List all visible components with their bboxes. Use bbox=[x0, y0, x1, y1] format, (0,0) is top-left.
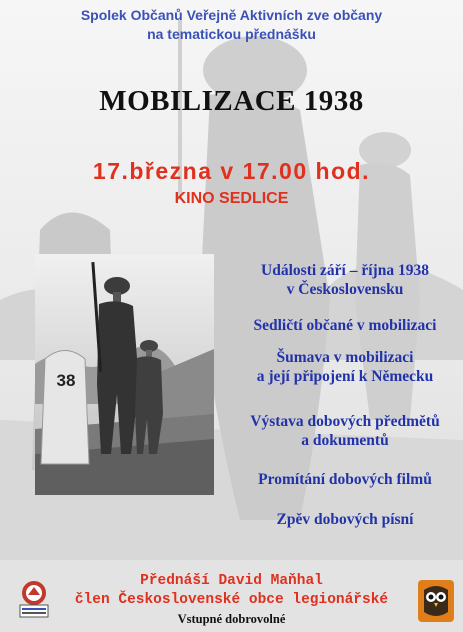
topic-item: Šumava v mobilizaci a její připojení k Německu bbox=[256, 349, 434, 385]
organizer-line-1: Spolek Občanů Veřejně Aktivních zve občany bbox=[80, 7, 383, 23]
event-venue: KINO SEDLICE bbox=[174, 190, 289, 207]
topic-item: Promítání dobových filmů bbox=[258, 471, 432, 488]
topic-item: Události září – října 1938 v Československu bbox=[261, 262, 429, 298]
entry-fee: Vstupné dobrovolné bbox=[177, 612, 286, 626]
milestone-number: 38 bbox=[56, 371, 76, 390]
owl-logo-icon bbox=[418, 580, 454, 622]
topic-item: Sedličtí občané v mobilizaci bbox=[253, 317, 437, 334]
lecturer-name: Přednáší David Maňhal bbox=[140, 573, 323, 589]
event-date: 17.března v 17.00 hod. bbox=[92, 158, 371, 184]
lecturer-info bbox=[0, 572, 463, 610]
legion-logo bbox=[14, 579, 54, 621]
topic-item: Výstava dobových předmětů a dokumentů bbox=[250, 413, 440, 449]
topic-item: Zpěv dobových písní bbox=[276, 511, 414, 528]
lecturer-affiliation: člen Československé obce legionářské bbox=[74, 592, 389, 608]
event-title: MOBILIZACE 1938 bbox=[99, 85, 364, 117]
organizer-invitation bbox=[0, 6, 463, 44]
inset-soldiers-photo bbox=[35, 254, 214, 495]
organizer-line-2: na tematickou přednášku bbox=[147, 26, 316, 42]
